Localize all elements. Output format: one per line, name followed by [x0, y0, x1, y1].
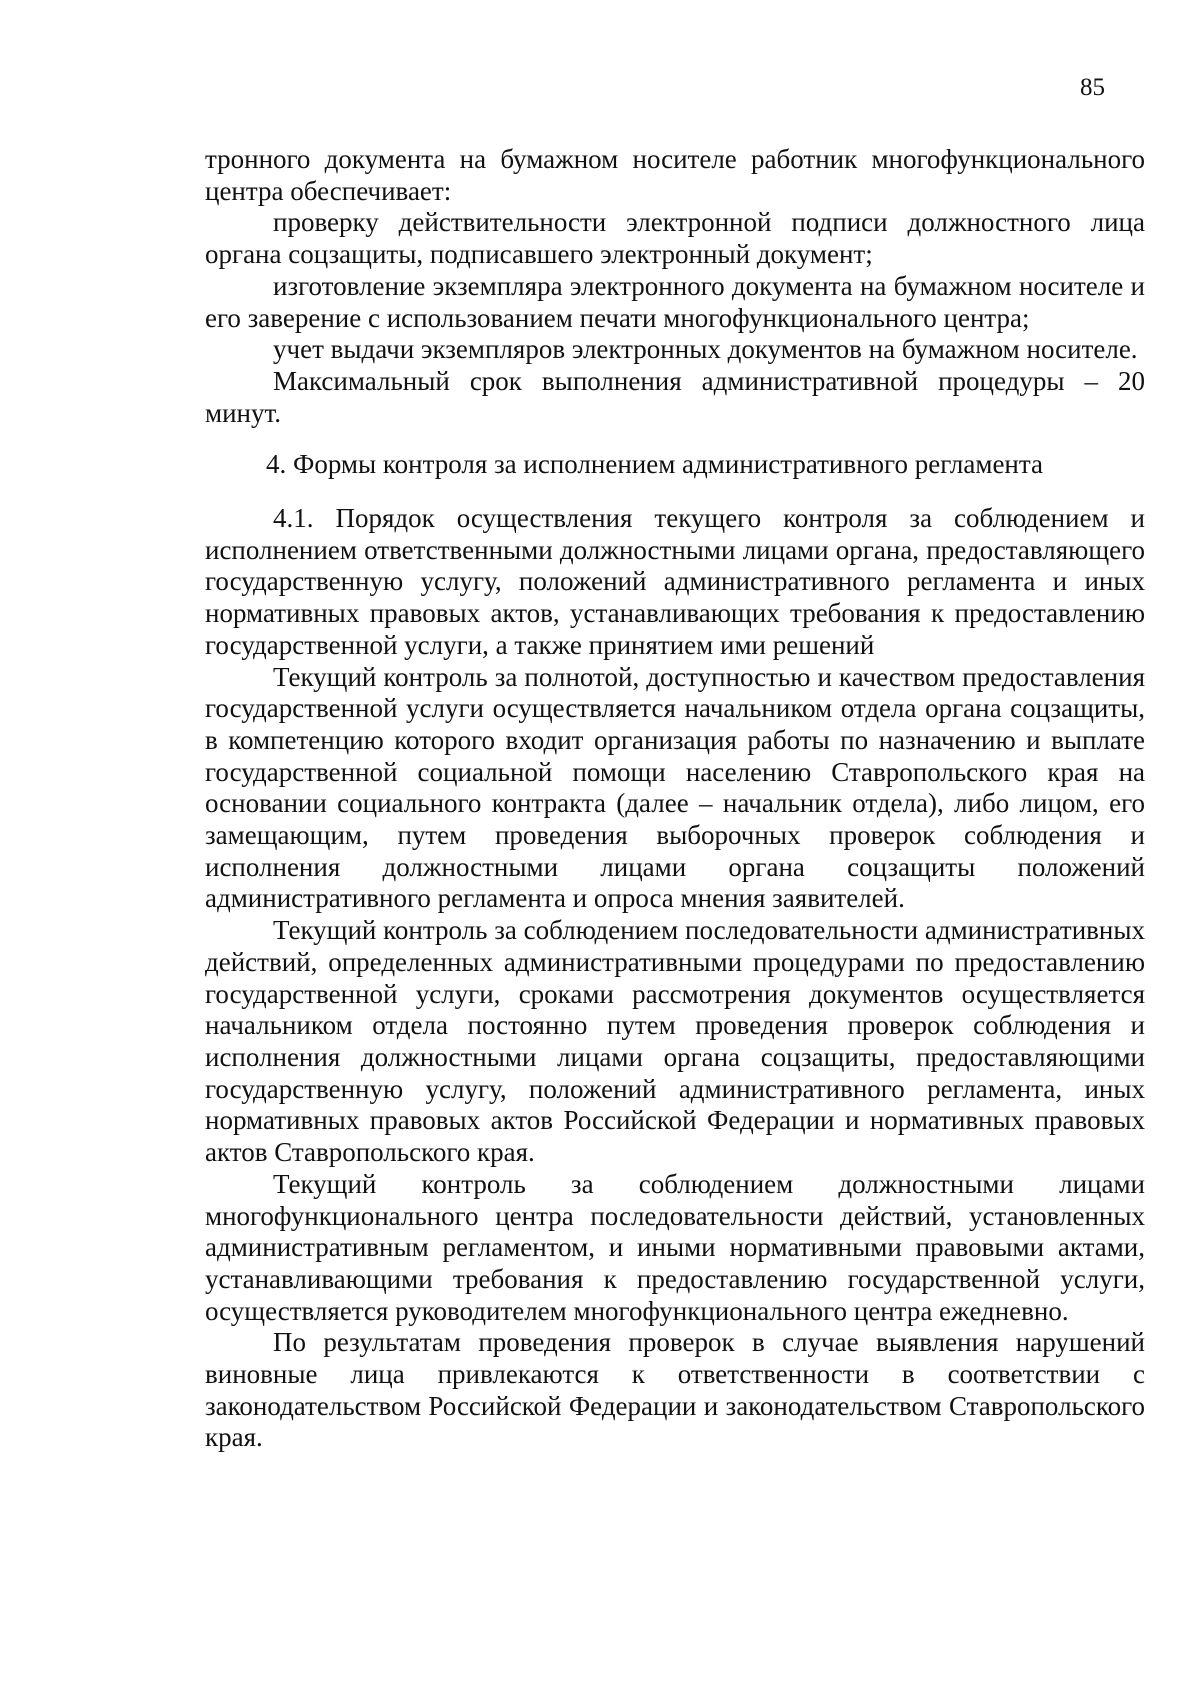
paragraph-signature-check: проверку действительности электронной подписи должностного лица органа соцзащиты, подписавшего электронный документ;	[205, 207, 1145, 270]
paragraph-max-duration: Максимальный срок выполнения административной процедуры – 20 минут.	[205, 365, 1145, 428]
paragraph-issue-record: учет выдачи экземпляров электронных документов на бумажном носителе.	[273, 334, 1138, 365]
paragraph-current-control-quality: Текущий контроль за полнотой, доступностью и качеством предоставления государственной услуги осуществляется начальником отдела органа соцзащиты, в компетенцию которого входит организация работы по назначению и выплате государственной социальной помощи населению Ставропольского края на основании социального контракта (далее – начальник отдела), либо лицом, его замещающим, путем проведения выборочных проверок соблюдения и исполнения должностными лицами органа соцзащиты положений административного регламента и опроса мнения заявителей.	[205, 661, 1145, 914]
paragraph-paper-copy: изготовление экземпляра электронного документа на бумажном носителе и его заверение с использованием печати многофункционального центра;	[205, 270, 1145, 333]
paragraph-current-control-sequence: Текущий контроль за соблюдением последовательности административных действий, определенных административными процедурами по предоставлению государственной услуги, сроками рассмотрения документов осуществляется начальником отдела постоянно путем проведения проверок соблюдения и исполнения должностными лицами органа соцзащиты, предоставляющими государственную услугу, положений административного регламента, иных нормативных правовых актов Российской Федерации и нормативных правовых актов Ставропольского края.	[205, 915, 1145, 1168]
paragraph-subsection-4-1: 4.1. Порядок осуществления текущего контроля за соблюдением и исполнением ответственными должностными лицами органа, предоставляющего государственную услугу, положений административного регламента и иных нормативных правовых актов, устанавливающих требования к предоставлению государственной услуги, а также принятием ими решений	[205, 503, 1145, 660]
paragraph-continuation: тронного документа на бумажном носителе работник многофункционального центра обеспечивает:	[205, 144, 1145, 206]
section-heading: 4. Формы контроля за исполнением административного регламента	[266, 449, 1043, 480]
paragraph-violations: По результатам проведения проверок в случае выявления нарушений виновные лица привлекаются к ответственности в соответствии с законодательством Российской Федерации и законодательством Ставропольского края.	[205, 1327, 1145, 1453]
document-body	[205, 144, 1145, 1454]
paragraph-current-control-mfc: Текущий контроль за соблюдением должностными лицами многофункционального центра последовательности действий, установленных административным регламентом, и иными нормативными правовыми актами, устанавливающими требования к предоставлению государственной услуги, осуществляется руководителем многофункционального центра ежедневно.	[205, 1168, 1145, 1326]
page-number: 85	[1080, 74, 1105, 101]
